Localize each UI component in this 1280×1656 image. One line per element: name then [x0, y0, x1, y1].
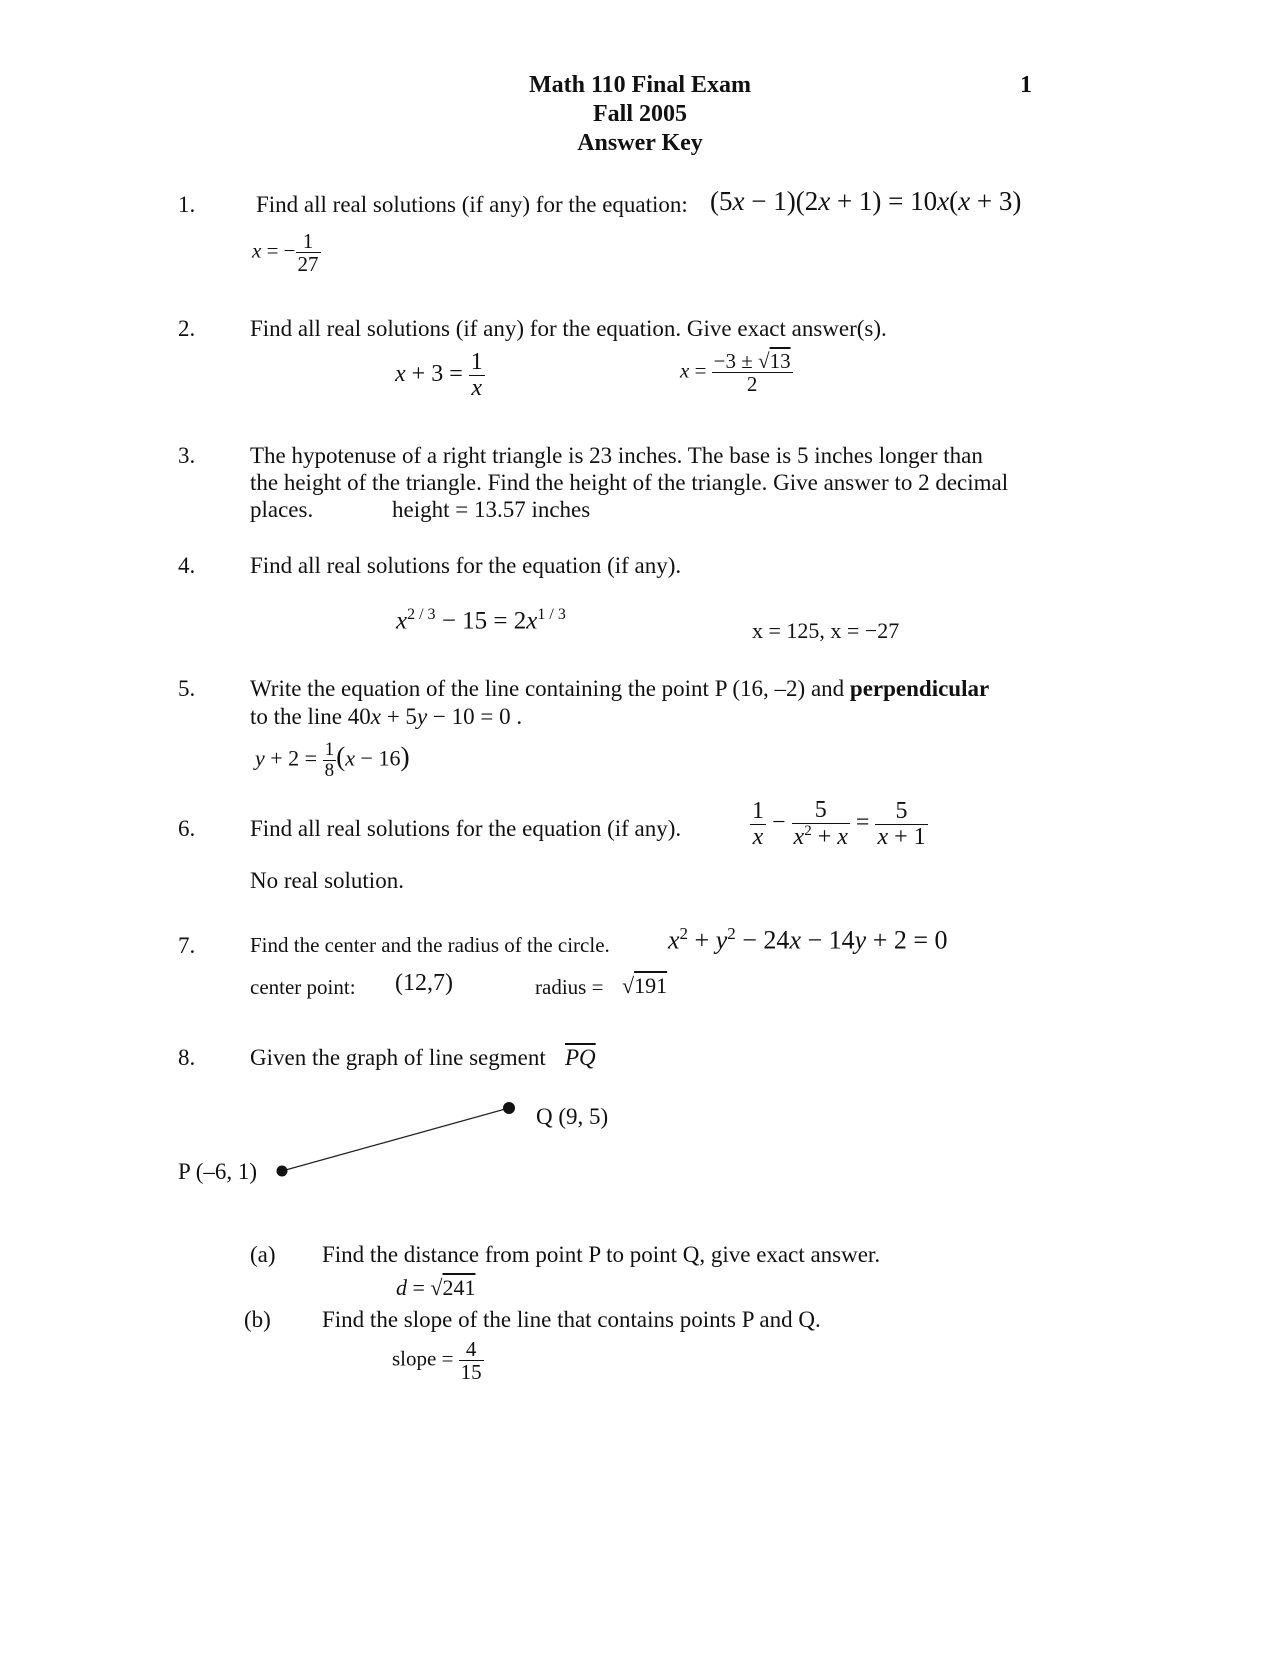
question-7-equation: $x^2 + y^2 - 24x - 14y + 2 = 0$	[668, 924, 948, 955]
question-2-equation: x + 3 = $\frac{1}{x}$	[395, 349, 483, 402]
question-5-number: 5.	[178, 676, 196, 701]
part-b-prompt: Find the slope of the line that contains points P and Q.	[322, 1307, 821, 1332]
question-6-equation: $\frac{1}{x}$ − $\frac{5}{x^2 + x}$ = $\frac{5}{x + 1}$	[752, 797, 926, 851]
question-5-line2: to the line 40x + 5y − 10 = 0 .	[250, 704, 523, 729]
question-3-answer: height = 13.57 inches	[392, 497, 591, 522]
question-8-number: 8.	[178, 1045, 196, 1070]
question-6-number: 6.	[178, 816, 196, 841]
question-7-radius-label: radius =	[535, 975, 604, 999]
part-a-prompt: Find the distance from point P to point Q, give exact answer.	[322, 1242, 881, 1267]
question-8-prompt: Given the graph of line segment	[250, 1045, 546, 1070]
question-6-prompt: Find all real solutions for the equation (if any).	[250, 816, 682, 841]
question-4-number: 4.	[178, 553, 196, 578]
question-1-answer: x = − $\frac{1}{27}$	[252, 229, 319, 277]
question-3-line3: places.	[250, 497, 314, 522]
question-1-equation: (5x − 1)(2x + 1) = 10x(x + 3)	[710, 186, 1022, 216]
question-7-number: 7.	[178, 933, 196, 958]
point-p-label: P (–6, 1)	[178, 1159, 258, 1184]
question-1-number: 1.	[178, 192, 196, 217]
question-5-answer: y + 2 = $\frac{1}{8}$ (x − 16)	[255, 739, 410, 781]
question-4-prompt: Find all real solutions for the equation (if any).	[250, 553, 682, 578]
question-2-number: 2.	[178, 316, 196, 341]
question-3-number: 3.	[178, 443, 196, 468]
point-q-dot	[503, 1102, 515, 1114]
question-7-radius-value: √191	[622, 973, 668, 998]
question-4-answer: x = 125, x = −27	[752, 618, 900, 643]
question-7-prompt: Find the center and the radius of the circle.	[250, 933, 610, 957]
question-6-answer: No real solution.	[250, 868, 404, 893]
part-b-answer: slope = $\frac{4}{15}$	[392, 1337, 482, 1385]
question-2-prompt: Find all real solutions (if any) for the equation. Give exact answer(s).	[250, 316, 887, 341]
answer-key-heading: Answer Key	[577, 130, 703, 156]
question-2-answer: x = $\frac{-3 \pm √13}{2}$	[680, 349, 791, 397]
question-7-center-label: center point:	[250, 975, 356, 999]
part-a-answer: d = √241	[396, 1275, 476, 1300]
question-3-line1: The hypotenuse of a right triangle is 23 inches. The base is 5 inches longer than	[250, 443, 983, 468]
question-3-line2: the height of the triangle. Find the height of the triangle. Give answer to 2 decimal	[250, 470, 1009, 495]
segment-pq-line	[282, 1108, 509, 1171]
part-a-label: (a)	[250, 1242, 276, 1267]
question-5-line1: Write the equation of the line containing the point P (16, –2) and perpendicular	[250, 676, 990, 701]
question-7-center-value: (12,7)	[395, 970, 453, 996]
question-4-equation: $x^{2 / 3} - 15 = 2x^{1 / 3}$	[396, 606, 566, 635]
segment-name: $\overline{PQ}$	[565, 1045, 596, 1070]
exam-term: Fall 2005	[593, 101, 687, 127]
question-1-prompt: Find all real solutions (if any) for the equation:	[256, 192, 688, 217]
point-p-dot	[277, 1166, 288, 1177]
point-q-label: Q (9, 5)	[536, 1104, 609, 1129]
part-b-label: (b)	[244, 1307, 271, 1332]
exam-title: Math 110 Final Exam	[528, 72, 751, 98]
page-number: 1	[1020, 72, 1032, 98]
